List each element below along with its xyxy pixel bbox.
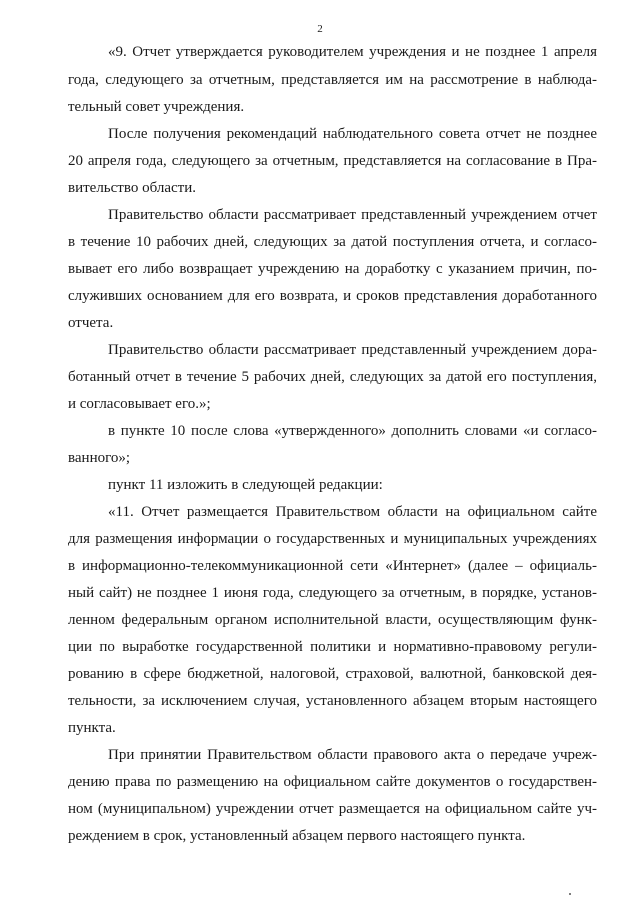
text-line: 20 апреля года, следующего за отчетным, представляется на согласование в Пра- [68, 153, 597, 169]
text-line: пункта. [68, 720, 116, 736]
page-number: 2 [317, 23, 323, 35]
text-line: для размещения информации о государственных и муниципальных учреждениях [68, 531, 597, 547]
text-line: Правительство области рассматривает представленный учреждением отчет [108, 207, 597, 223]
text-line: рованию в сфере бюджетной, налоговой, страховой, валютной, банковской дея- [68, 666, 597, 682]
text-line: пункт 11 изложить в следующей редакции: [108, 477, 383, 493]
text-line: ный сайт) не позднее 1 июня года, следующего за отчетным, в порядке, установ- [68, 585, 597, 601]
text-line: в информационно-телекоммуникационной сети «Интернет» (далее – официаль- [68, 558, 597, 574]
text-line: в пункте 10 после слова «утвержденного» дополнить словами «и согласо- [108, 423, 597, 439]
text-line: в течение 10 рабочих дней, следующих за датой поступления отчета, и согласо- [68, 234, 597, 250]
text-line: ленном федеральным органом исполнительной власти, осуществляющим функ- [68, 612, 597, 628]
text-line: и согласовывает его.»; [68, 396, 211, 412]
text-line: ном (муниципальном) учреждении отчет размещается на официальном сайте уч- [68, 801, 597, 817]
text-line: «11. Отчет размещается Правительством области на официальном сайте [108, 504, 597, 520]
text-line: После получения рекомендаций наблюдательного совета отчет не позднее [108, 126, 597, 142]
text-line: вительство области. [68, 180, 196, 196]
text-line: реждением в срок, установленный абзацем первого настоящего пункта. [68, 828, 526, 844]
text-line: Правительство области рассматривает представленный учреждением дора- [108, 342, 597, 358]
text-line: тельности, за исключением случая, установленного абзацем вторым настоящего [68, 693, 597, 709]
scan-speck [569, 893, 571, 895]
text-line: служивших основанием для его возврата, и сроков представления доработанного [68, 288, 597, 304]
text-line: ции по выработке государственной политики и нормативно-правовому регули- [68, 639, 597, 655]
text-line: отчета. [68, 315, 114, 331]
text-line: ванного»; [68, 450, 131, 466]
text-line: вывает его либо возвращает учреждению на доработку с указанием причин, по- [68, 261, 597, 277]
text-line: тельный совет учреждения. [68, 99, 245, 115]
text-line: ботанный отчет в течение 5 рабочих дней, следующих за датой его поступления, [68, 369, 597, 385]
text-line: При принятии Правительством области правового акта о передаче учреж- [108, 747, 597, 763]
text-line: года, следующего за отчетным, представляется им на рассмотрение в наблюда- [68, 72, 597, 88]
text-line: дению права по размещению на официальном сайте документов о государствен- [68, 774, 597, 790]
text-line: «9. Отчет утверждается руководителем учреждения и не позднее 1 апреля [108, 44, 597, 60]
